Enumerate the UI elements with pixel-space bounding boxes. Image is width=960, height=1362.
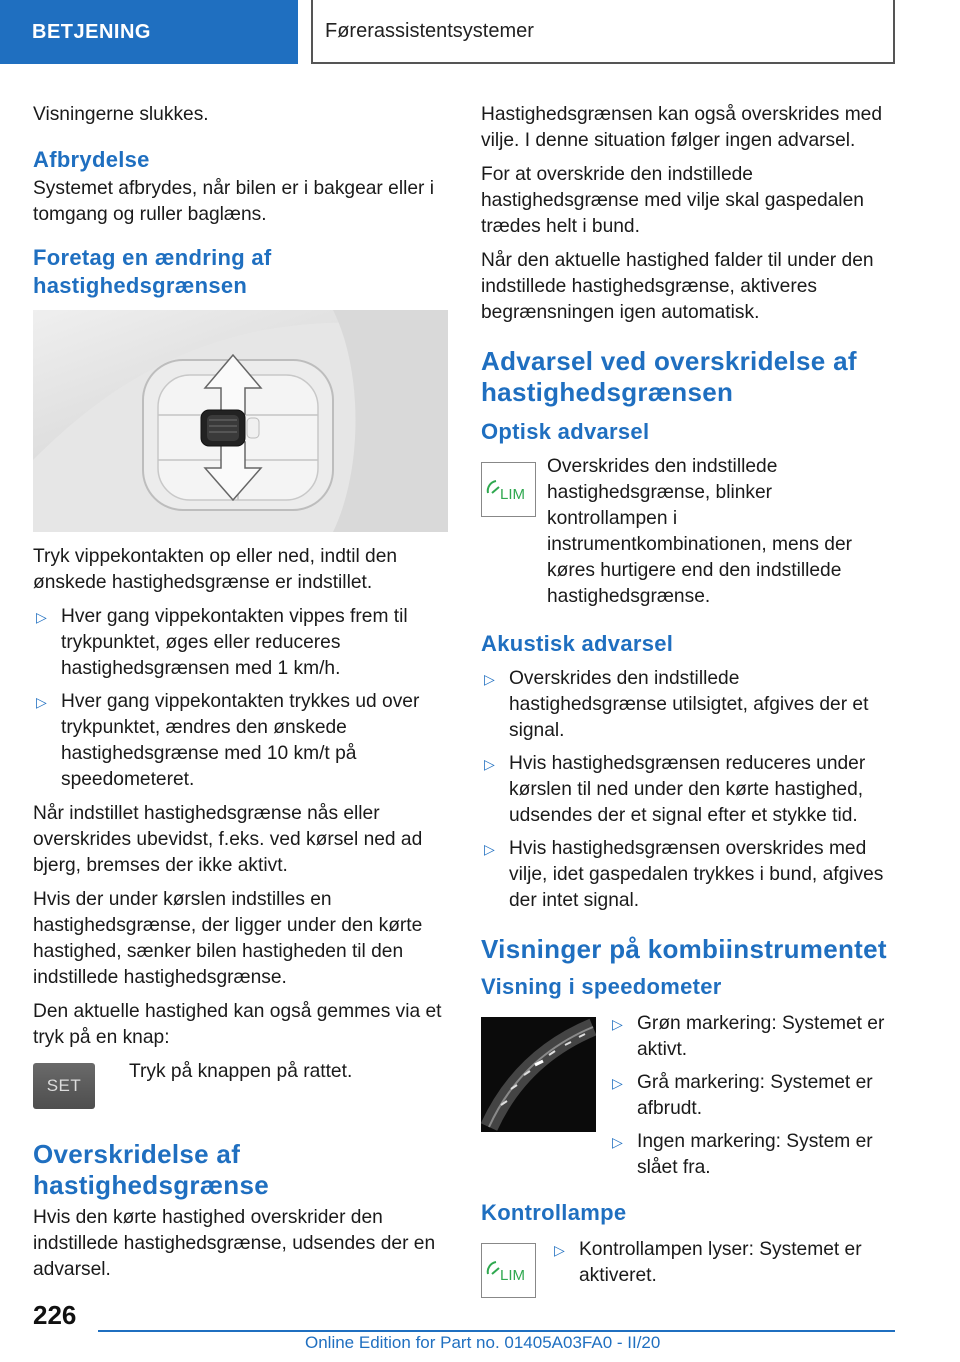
naar-text: Når indstillet hastighedsgrænse nås eller overskrides ubevidst, f.eks. ved kørsel ned ad bjerg, bremses der ikke aktivt. bbox=[33, 803, 423, 876]
list-item: ▷ Grå markering: Systemet er afbrudt. bbox=[612, 1072, 873, 1119]
heading-speedometer: Visning i speedometer bbox=[481, 974, 722, 999]
triangle-bullet-icon: ▷ bbox=[484, 756, 495, 772]
edition-footer: Online Edition for Part no. 01405A03FA0 - II/20 bbox=[305, 1333, 661, 1352]
akustisk-bullet-list bbox=[481, 666, 891, 914]
lim-text: LIM bbox=[500, 1267, 526, 1284]
right-p3: Når den aktuelle hastighed falder til under den indstillede hastighedsgrænse, aktiveres begrænsningen igen automatisk. bbox=[481, 250, 874, 323]
heading-overskridelse: Overskridelse af hastighedsgrænse bbox=[33, 1139, 269, 1200]
list-item: ▷ Hver gang vippekontakten vippes frem til trykpunktet, øges eller reduceres hastighedsgrænsen med 1 km/h. bbox=[36, 606, 408, 679]
afbrydelse-text: Systemet afbrydes, når bilen er i bakgear eller i tomgang og ruller baglæns. bbox=[33, 178, 434, 225]
triangle-bullet-icon: ▷ bbox=[612, 1134, 623, 1150]
list-item: ▷ Grøn markering: Systemet er aktivt. bbox=[612, 1013, 885, 1060]
right-column bbox=[481, 102, 891, 1305]
footer-rule bbox=[98, 1330, 895, 1332]
intro-text: Visningerne slukkes. bbox=[33, 104, 209, 125]
kontrollampe-row bbox=[481, 1237, 891, 1297]
list-item: ▷ Kontrollampen lyser: Systemet er aktiveret. bbox=[554, 1239, 862, 1286]
triangle-bullet-icon: ▷ bbox=[484, 671, 495, 687]
optisk-row bbox=[481, 454, 891, 610]
page-number: 226 bbox=[33, 1300, 77, 1330]
heading-akustisk: Akustisk advarsel bbox=[481, 631, 674, 656]
speedometer-image bbox=[481, 1017, 596, 1132]
heading-visninger: Visninger på kombiinstrumentet bbox=[481, 934, 887, 964]
section-tab: BETJENING bbox=[0, 0, 298, 64]
lim-indicator-icon bbox=[481, 462, 536, 517]
tryk-text: Tryk vippekontakten op eller ned, indtil den ønskede hastighedsgrænse er indstillet. bbox=[33, 546, 398, 593]
hvis-text: Hvis der under kørslen indstilles en hastighedsgrænse, der ligger under den kørte hastighed, sænker bilen hastigheden til den indstillede hastighedsgrænse. bbox=[33, 889, 423, 988]
rocker-bullet-list bbox=[33, 604, 448, 793]
list-item: ▷ Hvis hastighedsgrænsen reduceres under kørslen til ned under den kørte hastighed, udsendes der et signal efter et stykke tid. bbox=[484, 753, 866, 826]
lim-indicator-icon bbox=[481, 1243, 536, 1298]
triangle-bullet-icon: ▷ bbox=[36, 609, 47, 625]
triangle-bullet-icon: ▷ bbox=[484, 841, 495, 857]
right-p1: Hastighedsgrænsen kan også overskrides med vilje. I denne situation følger ingen advarsel. bbox=[481, 104, 883, 151]
set-button-row bbox=[33, 1059, 448, 1119]
den-text: Den aktuelle hastighed kan også gemmes via et tryk på en knap: bbox=[33, 1001, 442, 1048]
steering-wheel-rocker-photo bbox=[33, 310, 448, 532]
list-item: ▷ Ingen markering: System er slået fra. bbox=[612, 1131, 873, 1178]
set-text: Tryk på knappen på rattet. bbox=[129, 1061, 353, 1082]
rocker-switch-illustration bbox=[33, 310, 448, 532]
overskridelse-text: Hvis den kørte hastighed overskrider den indstillede hastighedsgrænse, udsendes der en advarsel. bbox=[33, 1207, 436, 1280]
triangle-bullet-icon: ▷ bbox=[554, 1242, 565, 1258]
heading-kontrollampe: Kontrollampe bbox=[481, 1200, 627, 1225]
optisk-text: Overskrides den indstillede hastighedsgrænse, blinker kontrollampen i instrumentkombinationen, mens der køres hurtigere end den indstillede hastighedsgrænse. bbox=[547, 456, 853, 607]
speedo-row bbox=[481, 1011, 891, 1181]
left-column bbox=[33, 102, 448, 1291]
right-p2: For at overskride den indstillede hastighedsgrænse med vilje skal gaspedalen trædes helt i bund. bbox=[481, 164, 864, 237]
set-button-icon: SET bbox=[33, 1063, 95, 1109]
list-item: ▷ Hvis hastighedsgrænsen overskrides med vilje, idet gaspedalen trykkes i bund, afgives der intet signal. bbox=[484, 838, 884, 911]
list-item: ▷ Overskrides den indstillede hastighedsgrænse utilsigtet, afgives der et signal. bbox=[484, 668, 869, 741]
lim-text: LIM bbox=[500, 486, 526, 503]
heading-foretag: Foretag en ændring af hastighedsgrænsen bbox=[33, 245, 272, 298]
heading-optisk: Optisk advarsel bbox=[481, 419, 650, 444]
triangle-bullet-icon: ▷ bbox=[612, 1075, 623, 1091]
triangle-bullet-icon: ▷ bbox=[36, 694, 47, 710]
chapter-title: Førerassistentsystemer bbox=[311, 0, 895, 64]
list-item: ▷ Hver gang vippekontakten trykkes ud over trykpunktet, ændres den ønskede hastighedsgrænse med 10 km/t på speedometeret. bbox=[36, 691, 420, 790]
triangle-bullet-icon: ▷ bbox=[612, 1016, 623, 1032]
heading-afbrydelse: Afbrydelse bbox=[33, 147, 150, 172]
heading-advarsel: Advarsel ved overskridelse af hastighedsgrænsen bbox=[481, 346, 857, 407]
kontrollampe-bullet-list bbox=[481, 1237, 891, 1289]
